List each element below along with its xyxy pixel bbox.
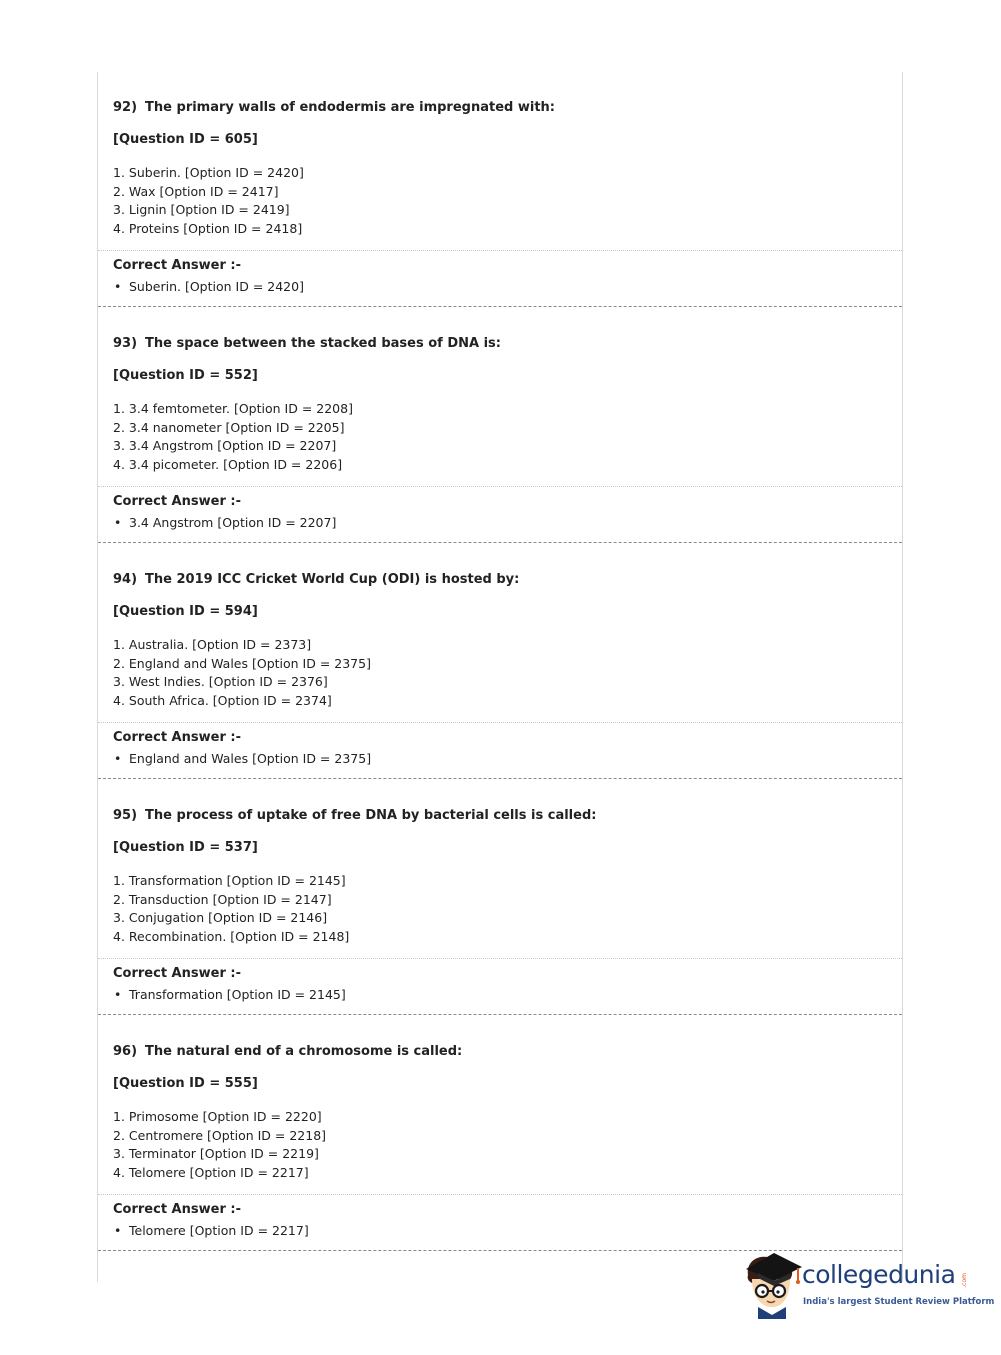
correct-answer-text: 3.4 Angstrom [Option ID = 2207] (129, 515, 337, 530)
correct-answer-text: Suberin. [Option ID = 2420] (129, 279, 304, 294)
option-item: 4. Telomere [Option ID = 2217] (113, 1164, 309, 1180)
answer-section (98, 723, 902, 779)
options-list (113, 400, 902, 474)
question-id: [Question ID = 537] (113, 840, 258, 855)
question-text: The natural end of a chromosome is called: (145, 1044, 463, 1059)
answer-section (98, 251, 902, 307)
option-item: 4. South Africa. [Option ID = 2374] (113, 692, 332, 708)
option-item: 1. 3.4 femtometer. [Option ID = 2208] (113, 401, 353, 416)
option-item: 3. 3.4 Angstrom [Option ID = 2207] (113, 438, 337, 453)
question-id: [Question ID = 594] (113, 604, 258, 619)
option-item: 4. 3.4 picometer. [Option ID = 2206] (113, 456, 343, 472)
option-item: 1. Transformation [Option ID = 2145] (113, 873, 346, 888)
option-item: 4. Proteins [Option ID = 2418] (113, 220, 303, 236)
logo-domain-suffix: .com (961, 1273, 968, 1288)
question-title (113, 1044, 902, 1060)
logo-wordmark: collegedunia (802, 1260, 956, 1289)
option-item: 2. Transduction [Option ID = 2147] (113, 891, 332, 907)
question-title (113, 100, 902, 116)
correct-answer-text: Telomere [Option ID = 2217] (129, 1223, 309, 1238)
bullet-icon: • (114, 751, 122, 766)
correct-answer-label: Correct Answer :- (113, 730, 241, 745)
option-item: 3. Lignin [Option ID = 2419] (113, 202, 290, 217)
question-number: 96) (113, 1044, 138, 1059)
option-item: 3. Conjugation [Option ID = 2146] (113, 910, 328, 925)
answer-section (98, 1195, 902, 1251)
question-title (113, 336, 902, 352)
question-block (98, 780, 902, 1016)
option-item: 3. West Indies. [Option ID = 2376] (113, 674, 328, 689)
question-number: 94) (113, 572, 138, 587)
bullet-icon: • (114, 279, 122, 294)
correct-answer (113, 986, 902, 1004)
question-section (98, 72, 902, 251)
correct-answer (113, 1222, 902, 1240)
correct-answer-text: Transformation [Option ID = 2145] (129, 987, 346, 1002)
option-item: 2. 3.4 nanometer [Option ID = 2205] (113, 419, 345, 435)
question-block (98, 72, 902, 308)
options-list (113, 1108, 902, 1182)
bullet-icon: • (114, 515, 122, 530)
graduate-mascot-icon (742, 1249, 802, 1319)
bullet-icon: • (114, 1223, 122, 1238)
option-item: 1. Australia. [Option ID = 2373] (113, 637, 312, 652)
question-text: The 2019 ICC Cricket World Cup (ODI) is hosted by: (145, 572, 520, 587)
question-block (98, 1016, 902, 1252)
options-list (113, 872, 902, 946)
options-list (113, 636, 902, 710)
correct-answer-label: Correct Answer :- (113, 258, 241, 273)
question-number: 92) (113, 100, 138, 115)
correct-answer-text: England and Wales [Option ID = 2375] (129, 751, 372, 766)
option-item: 2. England and Wales [Option ID = 2375] (113, 655, 371, 671)
options-list (113, 164, 902, 238)
option-item: 1. Primosome [Option ID = 2220] (113, 1109, 322, 1124)
question-block (98, 544, 902, 780)
question-section (98, 1016, 902, 1195)
question-id: [Question ID = 605] (113, 132, 258, 147)
question-sheet (97, 72, 903, 1282)
question-number: 93) (113, 336, 138, 351)
correct-answer-label: Correct Answer :- (113, 966, 241, 981)
logo-tagline: India's largest Student Review Platform (803, 1297, 995, 1307)
question-number: 95) (113, 808, 138, 823)
question-block (98, 308, 902, 544)
question-title (113, 572, 902, 588)
correct-answer (113, 750, 902, 768)
question-text: The primary walls of endodermis are impregnated with: (145, 100, 555, 115)
option-item: 1. Suberin. [Option ID = 2420] (113, 165, 304, 180)
question-text: The process of uptake of free DNA by bacterial cells is called: (145, 808, 597, 823)
question-id: [Question ID = 552] (113, 368, 258, 383)
option-item: 2. Centromere [Option ID = 2218] (113, 1127, 327, 1143)
option-item: 3. Terminator [Option ID = 2219] (113, 1146, 319, 1161)
answer-section (98, 959, 902, 1015)
question-title (113, 808, 902, 824)
question-text: The space between the stacked bases of DNA is: (145, 336, 501, 351)
question-section (98, 544, 902, 723)
question-section (98, 308, 902, 487)
correct-answer-label: Correct Answer :- (113, 1202, 241, 1217)
bullet-icon: • (114, 987, 122, 1002)
answer-section (98, 487, 902, 543)
question-id: [Question ID = 555] (113, 1076, 258, 1091)
correct-answer (113, 514, 902, 532)
collegedunia-logo[interactable] (742, 1249, 995, 1319)
correct-answer (113, 278, 902, 296)
option-item: 2. Wax [Option ID = 2417] (113, 183, 279, 199)
question-section (98, 780, 902, 959)
option-item: 4. Recombination. [Option ID = 2148] (113, 928, 350, 944)
correct-answer-label: Correct Answer :- (113, 494, 241, 509)
